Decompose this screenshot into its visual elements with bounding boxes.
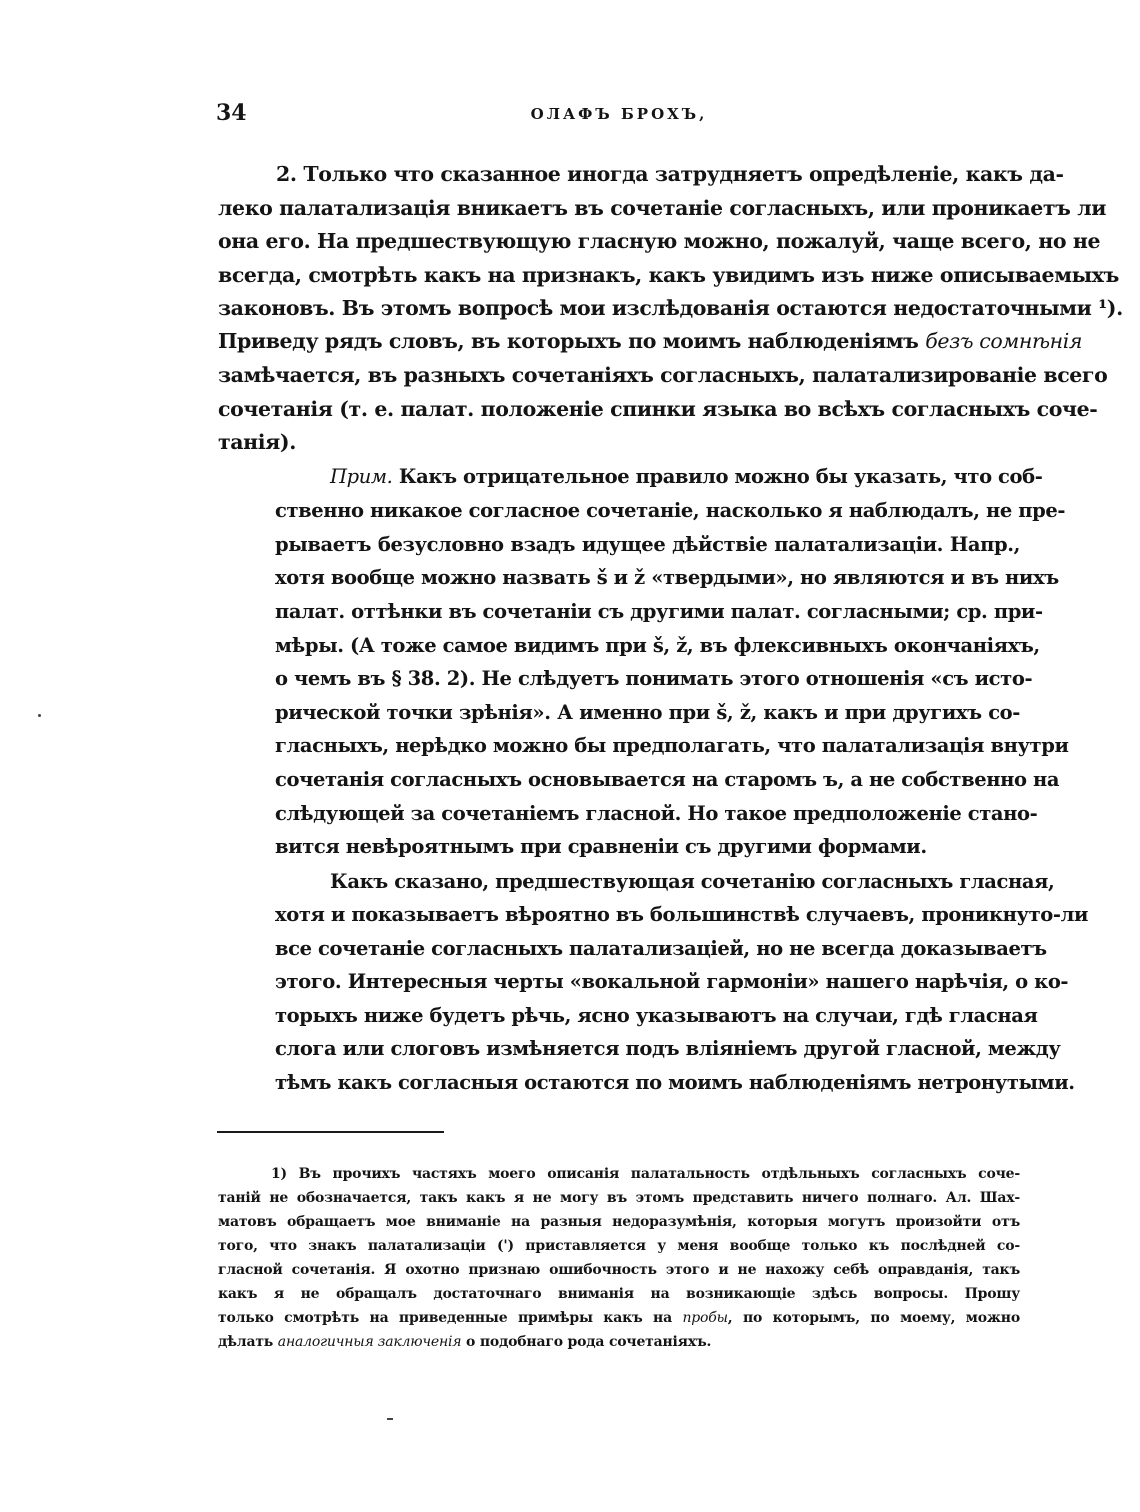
text-line: законовъ. Въ этомъ вопросѣ мои изслѣдованія остаются недостаточными ¹).: [218, 296, 1123, 320]
note-line: о чемъ въ § 38. 2). Не слѣдуетъ понимать этого отношенія «съ исто-: [275, 667, 1033, 690]
text-segment: Приведу рядъ словъ, въ которыхъ по моимъ наблюденіямъ: [218, 329, 919, 353]
text-line: тѣмъ какъ согласныя остаются по моимъ наблюденіямъ нетронутыми.: [275, 1071, 1075, 1094]
note-line: гласныхъ, нерѣдко можно бы предполагать, что палатализація внутри: [275, 734, 1069, 757]
note-line: мѣры. (А тоже самое видимъ при š, ž, въ флексивныхъ окончаніяхъ,: [275, 634, 1040, 657]
note-line: слѣдующей за сочетаніемъ гласной. Но такое предположеніе стано-: [275, 802, 1038, 825]
text-segment: Какъ отрицательное правило можно бы указать, что соб-: [398, 465, 1043, 488]
text-line: 2. Только что сказанное иногда затрудняетъ опредѣленіе, какъ да-: [276, 162, 1064, 186]
scan-speck: [387, 1418, 393, 1420]
footnote-line: таній не обозначается, такъ какъ я не могу въ этомъ представить ничего полнаго. Ал. Шах-: [218, 1190, 1020, 1206]
footnote-line: 1) Въ прочихъ частяхъ моего описанія палатальность отдѣльныхъ согласныхъ соче-: [271, 1166, 1020, 1182]
text-segment: дѣлать: [218, 1334, 274, 1350]
note-line: сочетанія согласныхъ основывается на старомъ ъ, а не собственно на: [275, 768, 1060, 791]
text-line: всегда, смотрѣть какъ на признакъ, какъ увидимъ изъ ниже описываемыхъ: [218, 263, 1119, 287]
italic-emphasis: аналогичныя заключенія: [277, 1334, 462, 1350]
note-line: палат. оттѣнки въ сочетаніи съ другими палат. согласными; ср. при-: [275, 600, 1043, 623]
note-line: рической точки зрѣнія». А именно при š, ž, какъ и при другихъ со-: [275, 701, 1020, 724]
note-line: вится невѣроятнымъ при сравненіи съ другими формами.: [275, 835, 927, 858]
text-segment: , по которымъ, по моему, можно: [727, 1310, 1020, 1326]
scan-speck: [38, 714, 41, 717]
italic-emphasis: безъ сомнѣнія: [925, 329, 1083, 353]
footnote-line: того, что знакъ палатализаціи (') приставляется у меня вообще только къ послѣдней со-: [218, 1238, 1020, 1254]
note-first-line: [330, 460, 1043, 494]
note-lead: Прим.: [330, 465, 393, 488]
text-line: Какъ сказано, предшествующая сочетанію согласныхъ гласная,: [330, 870, 1055, 893]
text-line: этого. Интересныя черты «вокальной гармоніи» нашего нарѣчія, о ко-: [275, 970, 1069, 993]
note-line: ственно никакое согласное сочетаніе, насколько я наблюдалъ, не пре-: [275, 499, 1066, 522]
footnote-line-with-italic: [218, 1331, 1020, 1355]
text-segment: только смотрѣть на приведенные примѣры какъ на: [218, 1310, 672, 1326]
text-line: она его. На предшествующую гласную можно, пожалуй, чаще всего, но не: [218, 229, 1101, 253]
note-line: хотя вообще можно назвать š и ž «твердыми», но являются и въ нихъ: [275, 566, 1059, 589]
footnote-line: гласной сочетанія. Я охотно признаю ошибочность этого и не нахожу себѣ оправданія, такъ: [218, 1262, 1020, 1278]
footnote-rule: [217, 1131, 444, 1133]
text-line: сочетанія (т. е. палат. положеніе спинки языка во всѣхъ согласныхъ соче-: [218, 397, 1098, 421]
footnote-line: какъ я не обращалъ достаточнаго вниманія на возникающіе здѣсь вопросы. Прошу: [218, 1286, 1020, 1302]
italic-emphasis: пробы: [682, 1310, 728, 1326]
text-line-with-italic: [218, 324, 1083, 358]
text-line: замѣчается, въ разныхъ сочетаніяхъ согласныхъ, палатализированіе всего: [218, 363, 1108, 387]
text-segment: о подобнаго рода сочетаніяхъ.: [461, 1334, 712, 1350]
text-line: танія).: [218, 430, 296, 454]
text-line: торыхъ ниже будетъ рѣчь, ясно указываютъ на случаи, гдѣ гласная: [275, 1004, 1038, 1027]
text-line: хотя и показываетъ вѣроятно въ большинствѣ случаевъ, проникнуто-ли: [275, 903, 1089, 926]
page-header: [216, 100, 1022, 136]
note-line: рываетъ безусловно взадъ идущее дѣйствіе палатализаціи. Напр.,: [275, 533, 1020, 556]
footnote-line-with-italic: [218, 1307, 1020, 1331]
text-line: слога или слоговъ измѣняется подъ вліяніемъ другой гласной, между: [275, 1037, 1061, 1060]
page-number: 34: [216, 100, 247, 126]
text-line: все сочетаніе согласныхъ палатализаціей, но не всегда доказываетъ: [275, 937, 1047, 960]
text-line: леко палатализація вникаетъ въ сочетаніе согласныхъ, или проникаетъ ли: [218, 196, 1107, 220]
footnote-line: матовъ обращаетъ мое вниманіе на разныя недоразумѣнія, которыя могутъ произойти отъ: [218, 1214, 1020, 1230]
running-head: ОЛАФЪ БРОХЪ,: [530, 105, 708, 123]
